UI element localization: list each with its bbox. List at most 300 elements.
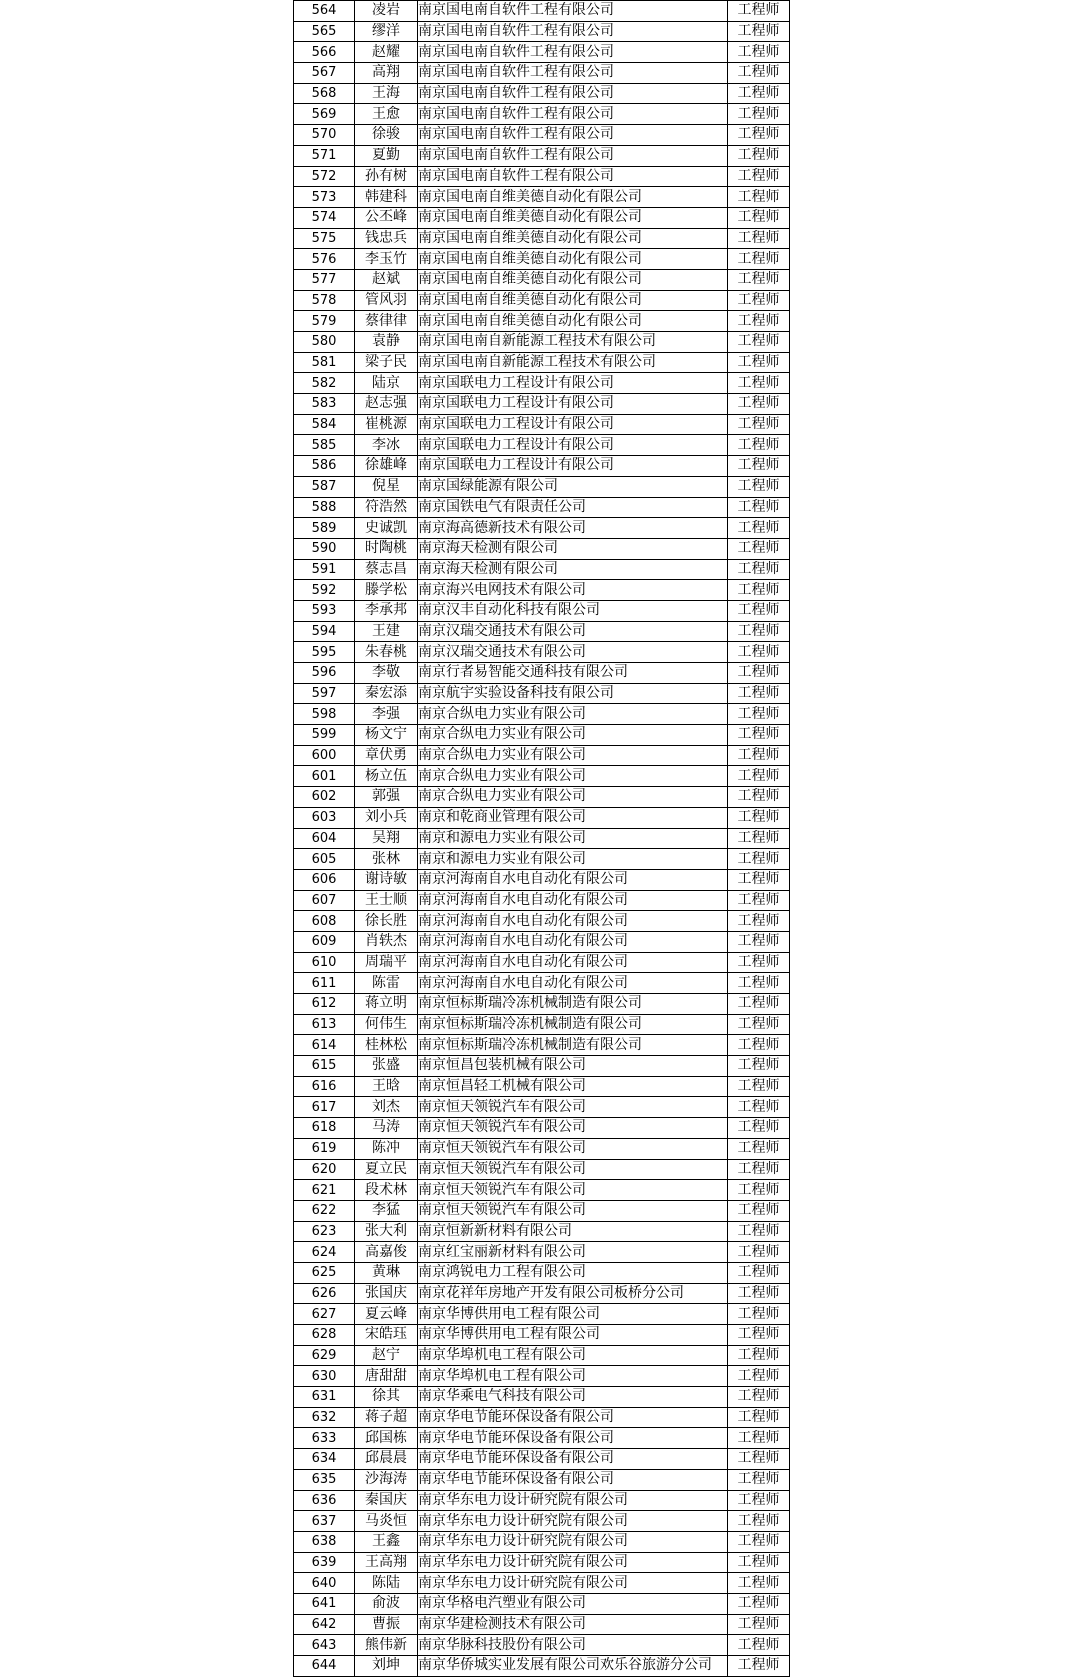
table-row [294, 166, 790, 187]
row-number: 602 [294, 787, 355, 808]
job-title: 工程师 [728, 1159, 790, 1180]
job-title: 工程师 [728, 1283, 790, 1304]
person-name: 朱春桃 [355, 642, 418, 663]
company-name: 南京恒天领锐汽车有限公司 [418, 1200, 728, 1221]
person-name: 倪星 [355, 476, 418, 497]
person-name: 崔桃源 [355, 414, 418, 435]
row-number: 614 [294, 1035, 355, 1056]
company-name: 南京国电南自软件工程有限公司 [418, 125, 728, 146]
row-number: 604 [294, 828, 355, 849]
person-name: 黄琳 [355, 1262, 418, 1283]
table-row [294, 476, 790, 497]
person-name: 陆京 [355, 373, 418, 394]
person-name: 王士顺 [355, 890, 418, 911]
person-name: 赵志强 [355, 394, 418, 415]
job-title: 工程师 [728, 1573, 790, 1594]
table-row [294, 145, 790, 166]
person-name: 李猛 [355, 1200, 418, 1221]
company-name: 南京海高德新技术有限公司 [418, 518, 728, 539]
table-row [294, 187, 790, 208]
table-row [294, 332, 790, 353]
row-number: 637 [294, 1511, 355, 1532]
job-title: 工程师 [728, 1345, 790, 1366]
company-name: 南京华埠机电工程有限公司 [418, 1366, 728, 1387]
job-title: 工程师 [728, 1614, 790, 1635]
job-title: 工程师 [728, 414, 790, 435]
table-row [294, 849, 790, 870]
company-name: 南京国电南自软件工程有限公司 [418, 63, 728, 84]
company-name: 南京海兴电网技术有限公司 [418, 580, 728, 601]
person-name: 宋皓珏 [355, 1325, 418, 1346]
job-title: 工程师 [728, 21, 790, 42]
person-name: 张大利 [355, 1221, 418, 1242]
company-name: 南京华博供用电工程有限公司 [418, 1325, 728, 1346]
table-row [294, 952, 790, 973]
job-title: 工程师 [728, 476, 790, 497]
person-name: 谢诗敏 [355, 869, 418, 890]
company-name: 南京国联电力工程设计有限公司 [418, 373, 728, 394]
person-name: 徐雄峰 [355, 456, 418, 477]
job-title: 工程师 [728, 807, 790, 828]
person-name: 李敬 [355, 663, 418, 684]
job-title: 工程师 [728, 394, 790, 415]
company-name: 南京海天检测有限公司 [418, 538, 728, 559]
row-number: 625 [294, 1262, 355, 1283]
person-name: 俞波 [355, 1593, 418, 1614]
company-name: 南京国电南自软件工程有限公司 [418, 83, 728, 104]
job-title: 工程师 [728, 1531, 790, 1552]
person-name: 徐骏 [355, 125, 418, 146]
row-number: 635 [294, 1469, 355, 1490]
table-row [294, 828, 790, 849]
table-row [294, 1138, 790, 1159]
job-title: 工程师 [728, 1407, 790, 1428]
job-title: 工程师 [728, 125, 790, 146]
table-row [294, 1097, 790, 1118]
job-title: 工程师 [728, 456, 790, 477]
company-name: 南京华东电力设计研究院有限公司 [418, 1573, 728, 1594]
table-row [294, 683, 790, 704]
person-name: 王鑫 [355, 1531, 418, 1552]
person-name: 夏勤 [355, 145, 418, 166]
job-title: 工程师 [728, 1, 790, 22]
table-row [294, 869, 790, 890]
table-row [294, 1635, 790, 1656]
row-number: 579 [294, 311, 355, 332]
row-number: 572 [294, 166, 355, 187]
row-number: 570 [294, 125, 355, 146]
table-row [294, 311, 790, 332]
job-title: 工程师 [728, 1593, 790, 1614]
table-row [294, 1407, 790, 1428]
company-name: 南京合纵电力实业有限公司 [418, 787, 728, 808]
job-title: 工程师 [728, 145, 790, 166]
person-name: 韩建科 [355, 187, 418, 208]
table-row [294, 725, 790, 746]
table-row [294, 1262, 790, 1283]
person-name: 桂林松 [355, 1035, 418, 1056]
table-row [294, 1325, 790, 1346]
row-number: 622 [294, 1200, 355, 1221]
person-name: 秦宏添 [355, 683, 418, 704]
row-number: 612 [294, 994, 355, 1015]
table-row [294, 973, 790, 994]
job-title: 工程师 [728, 63, 790, 84]
row-number: 613 [294, 1014, 355, 1035]
person-name: 张盛 [355, 1056, 418, 1077]
job-title: 工程师 [728, 994, 790, 1015]
company-name: 南京国电南自维美德自动化有限公司 [418, 249, 728, 270]
job-title: 工程师 [728, 787, 790, 808]
company-name: 南京国电南自维美德自动化有限公司 [418, 187, 728, 208]
person-name: 高翔 [355, 63, 418, 84]
job-title: 工程师 [728, 269, 790, 290]
company-name: 南京国电南自软件工程有限公司 [418, 1, 728, 22]
person-name: 邱国栋 [355, 1428, 418, 1449]
row-number: 595 [294, 642, 355, 663]
table-row [294, 1366, 790, 1387]
job-title: 工程师 [728, 1056, 790, 1077]
person-name: 张林 [355, 849, 418, 870]
company-name: 南京国电南自软件工程有限公司 [418, 21, 728, 42]
company-name: 南京华电节能环保设备有限公司 [418, 1428, 728, 1449]
person-name: 周瑞平 [355, 952, 418, 973]
person-name: 滕学松 [355, 580, 418, 601]
company-name: 南京华东电力设计研究院有限公司 [418, 1552, 728, 1573]
table-row [294, 1387, 790, 1408]
company-name: 南京华东电力设计研究院有限公司 [418, 1511, 728, 1532]
person-name: 徐其 [355, 1387, 418, 1408]
job-title: 工程师 [728, 890, 790, 911]
person-name: 夏立民 [355, 1159, 418, 1180]
job-title: 工程师 [728, 1221, 790, 1242]
person-name: 高嘉俊 [355, 1242, 418, 1263]
table-row [294, 290, 790, 311]
row-number: 585 [294, 435, 355, 456]
company-name: 南京华博供用电工程有限公司 [418, 1304, 728, 1325]
job-title: 工程师 [728, 1097, 790, 1118]
person-name: 李冰 [355, 435, 418, 456]
table-row [294, 1511, 790, 1532]
table-row [294, 766, 790, 787]
row-number: 640 [294, 1573, 355, 1594]
table-row [294, 663, 790, 684]
person-name: 段术林 [355, 1180, 418, 1201]
company-name: 南京华电节能环保设备有限公司 [418, 1449, 728, 1470]
company-name: 南京国电南自维美德自动化有限公司 [418, 311, 728, 332]
job-title: 工程师 [728, 1469, 790, 1490]
person-name: 吴翔 [355, 828, 418, 849]
row-number: 626 [294, 1283, 355, 1304]
company-name: 南京汉丰自动化科技有限公司 [418, 600, 728, 621]
job-title: 工程师 [728, 1490, 790, 1511]
person-name: 王海 [355, 83, 418, 104]
company-name: 南京汉瑞交通技术有限公司 [418, 642, 728, 663]
row-number: 566 [294, 42, 355, 63]
company-name: 南京国电南自维美德自动化有限公司 [418, 228, 728, 249]
row-number: 621 [294, 1180, 355, 1201]
row-number: 580 [294, 332, 355, 353]
company-name: 南京鸿锐电力工程有限公司 [418, 1262, 728, 1283]
company-name: 南京和源电力实业有限公司 [418, 849, 728, 870]
person-name: 时陶桃 [355, 538, 418, 559]
table-row [294, 931, 790, 952]
table-row [294, 538, 790, 559]
job-title: 工程师 [728, 745, 790, 766]
job-title: 工程师 [728, 559, 790, 580]
company-name: 南京航宇实验设备科技有限公司 [418, 683, 728, 704]
table-row [294, 1, 790, 22]
person-name: 王高翔 [355, 1552, 418, 1573]
company-name: 南京恒天领锐汽车有限公司 [418, 1138, 728, 1159]
table-row [294, 1593, 790, 1614]
company-name: 南京河海南自水电自动化有限公司 [418, 890, 728, 911]
person-name: 夏云峰 [355, 1304, 418, 1325]
table-body [294, 1, 790, 1677]
table-row [294, 1449, 790, 1470]
person-name: 李承邦 [355, 600, 418, 621]
row-number: 590 [294, 538, 355, 559]
person-name: 马炎恒 [355, 1511, 418, 1532]
row-number: 578 [294, 290, 355, 311]
company-name: 南京国电南自新能源工程技术有限公司 [418, 332, 728, 353]
table-row [294, 21, 790, 42]
company-name: 南京国联电力工程设计有限公司 [418, 414, 728, 435]
table-row [294, 559, 790, 580]
job-title: 工程师 [728, 642, 790, 663]
table-row [294, 1159, 790, 1180]
job-title: 工程师 [728, 952, 790, 973]
person-name: 袁静 [355, 332, 418, 353]
job-title: 工程师 [728, 1428, 790, 1449]
person-name: 秦国庆 [355, 1490, 418, 1511]
company-name: 南京华建检测技术有限公司 [418, 1614, 728, 1635]
table-row [294, 249, 790, 270]
row-number: 619 [294, 1138, 355, 1159]
job-title: 工程师 [728, 869, 790, 890]
job-title: 工程师 [728, 332, 790, 353]
job-title: 工程师 [728, 187, 790, 208]
job-title: 工程师 [728, 352, 790, 373]
person-name: 王愈 [355, 104, 418, 125]
table-row [294, 1573, 790, 1594]
person-name: 曹振 [355, 1614, 418, 1635]
table-row [294, 83, 790, 104]
job-title: 工程师 [728, 663, 790, 684]
person-name: 肖轶杰 [355, 931, 418, 952]
company-name: 南京国铁电气有限责任公司 [418, 497, 728, 518]
company-name: 南京国电南自软件工程有限公司 [418, 166, 728, 187]
company-name: 南京华脉科技股份有限公司 [418, 1635, 728, 1656]
person-name: 公丕峰 [355, 207, 418, 228]
job-title: 工程师 [728, 1511, 790, 1532]
job-title: 工程师 [728, 704, 790, 725]
row-number: 607 [294, 890, 355, 911]
table-row [294, 994, 790, 1015]
company-name: 南京河海南自水电自动化有限公司 [418, 911, 728, 932]
row-number: 603 [294, 807, 355, 828]
job-title: 工程师 [728, 1552, 790, 1573]
job-title: 工程师 [728, 1366, 790, 1387]
company-name: 南京华电节能环保设备有限公司 [418, 1469, 728, 1490]
row-number: 593 [294, 600, 355, 621]
job-title: 工程师 [728, 973, 790, 994]
table-row [294, 1283, 790, 1304]
row-number: 624 [294, 1242, 355, 1263]
job-title: 工程师 [728, 42, 790, 63]
company-name: 南京恒昌包装机械有限公司 [418, 1056, 728, 1077]
table-row [294, 1014, 790, 1035]
company-name: 南京恒标斯瑞冷冻机械制造有限公司 [418, 994, 728, 1015]
company-name: 南京河海南自水电自动化有限公司 [418, 869, 728, 890]
job-title: 工程师 [728, 1304, 790, 1325]
person-name: 王建 [355, 621, 418, 642]
company-name: 南京国联电力工程设计有限公司 [418, 435, 728, 456]
person-name: 孙有树 [355, 166, 418, 187]
row-number: 620 [294, 1159, 355, 1180]
company-name: 南京合纵电力实业有限公司 [418, 725, 728, 746]
company-name: 南京华电节能环保设备有限公司 [418, 1407, 728, 1428]
row-number: 584 [294, 414, 355, 435]
row-number: 600 [294, 745, 355, 766]
row-number: 630 [294, 1366, 355, 1387]
person-name: 管风羽 [355, 290, 418, 311]
job-title: 工程师 [728, 228, 790, 249]
table-row [294, 1221, 790, 1242]
person-name: 马涛 [355, 1118, 418, 1139]
job-title: 工程师 [728, 931, 790, 952]
job-title: 工程师 [728, 1449, 790, 1470]
person-name: 赵耀 [355, 42, 418, 63]
person-name: 凌岩 [355, 1, 418, 22]
row-number: 571 [294, 145, 355, 166]
person-name: 陈雷 [355, 973, 418, 994]
person-name: 何伟生 [355, 1014, 418, 1035]
person-name: 蒋子超 [355, 1407, 418, 1428]
job-title: 工程师 [728, 1118, 790, 1139]
company-name: 南京恒天领锐汽车有限公司 [418, 1159, 728, 1180]
table-row [294, 1552, 790, 1573]
person-name: 徐长胜 [355, 911, 418, 932]
person-name: 沙海涛 [355, 1469, 418, 1490]
table-row [294, 890, 790, 911]
company-name: 南京国电南自维美德自动化有限公司 [418, 269, 728, 290]
company-name: 南京河海南自水电自动化有限公司 [418, 931, 728, 952]
company-name: 南京国电南自维美德自动化有限公司 [418, 290, 728, 311]
row-number: 597 [294, 683, 355, 704]
table-row [294, 1118, 790, 1139]
job-title: 工程师 [728, 1325, 790, 1346]
table-row [294, 269, 790, 290]
job-title: 工程师 [728, 828, 790, 849]
row-number: 608 [294, 911, 355, 932]
job-title: 工程师 [728, 683, 790, 704]
table-row [294, 911, 790, 932]
company-name: 南京和源电力实业有限公司 [418, 828, 728, 849]
job-title: 工程师 [728, 849, 790, 870]
table-row [294, 1428, 790, 1449]
table-row [294, 1656, 790, 1677]
job-title: 工程师 [728, 1242, 790, 1263]
table-row [294, 1035, 790, 1056]
table-row [294, 228, 790, 249]
row-number: 609 [294, 931, 355, 952]
table-row [294, 456, 790, 477]
table-row [294, 642, 790, 663]
row-number: 623 [294, 1221, 355, 1242]
person-name: 杨文宁 [355, 725, 418, 746]
person-name: 章伏勇 [355, 745, 418, 766]
job-title: 工程师 [728, 1180, 790, 1201]
company-name: 南京华东电力设计研究院有限公司 [418, 1490, 728, 1511]
row-number: 639 [294, 1552, 355, 1573]
row-number: 606 [294, 869, 355, 890]
person-name: 蒋立明 [355, 994, 418, 1015]
job-title: 工程师 [728, 580, 790, 601]
company-name: 南京恒昌轻工机械有限公司 [418, 1076, 728, 1097]
row-number: 577 [294, 269, 355, 290]
company-name: 南京合纵电力实业有限公司 [418, 745, 728, 766]
job-title: 工程师 [728, 538, 790, 559]
person-name: 刘杰 [355, 1097, 418, 1118]
person-name: 赵宁 [355, 1345, 418, 1366]
table-row [294, 104, 790, 125]
company-name: 南京恒天领锐汽车有限公司 [418, 1097, 728, 1118]
table-row [294, 580, 790, 601]
row-number: 601 [294, 766, 355, 787]
row-number: 643 [294, 1635, 355, 1656]
table-row [294, 414, 790, 435]
job-title: 工程师 [728, 1076, 790, 1097]
table-row [294, 125, 790, 146]
row-number: 573 [294, 187, 355, 208]
job-title: 工程师 [728, 497, 790, 518]
row-number: 610 [294, 952, 355, 973]
job-title: 工程师 [728, 166, 790, 187]
person-name: 刘小兵 [355, 807, 418, 828]
table-row [294, 518, 790, 539]
job-title: 工程师 [728, 725, 790, 746]
company-name: 南京恒天领锐汽车有限公司 [418, 1118, 728, 1139]
company-name: 南京国电南自软件工程有限公司 [418, 42, 728, 63]
job-title: 工程师 [728, 911, 790, 932]
job-title: 工程师 [728, 207, 790, 228]
table-row [294, 704, 790, 725]
row-number: 581 [294, 352, 355, 373]
person-name: 刘坤 [355, 1656, 418, 1677]
row-number: 586 [294, 456, 355, 477]
person-name: 王晗 [355, 1076, 418, 1097]
table-row [294, 1614, 790, 1635]
row-number: 599 [294, 725, 355, 746]
job-title: 工程师 [728, 518, 790, 539]
company-name: 南京国联电力工程设计有限公司 [418, 394, 728, 415]
person-name: 李强 [355, 704, 418, 725]
person-name: 蔡志昌 [355, 559, 418, 580]
person-name: 唐甜甜 [355, 1366, 418, 1387]
job-title: 工程师 [728, 1656, 790, 1677]
row-number: 575 [294, 228, 355, 249]
job-title: 工程师 [728, 1200, 790, 1221]
company-name: 南京合纵电力实业有限公司 [418, 704, 728, 725]
job-title: 工程师 [728, 83, 790, 104]
table-row [294, 621, 790, 642]
person-name: 符浩然 [355, 497, 418, 518]
row-number: 615 [294, 1056, 355, 1077]
person-name: 张国庆 [355, 1283, 418, 1304]
table-row [294, 745, 790, 766]
person-name: 赵斌 [355, 269, 418, 290]
